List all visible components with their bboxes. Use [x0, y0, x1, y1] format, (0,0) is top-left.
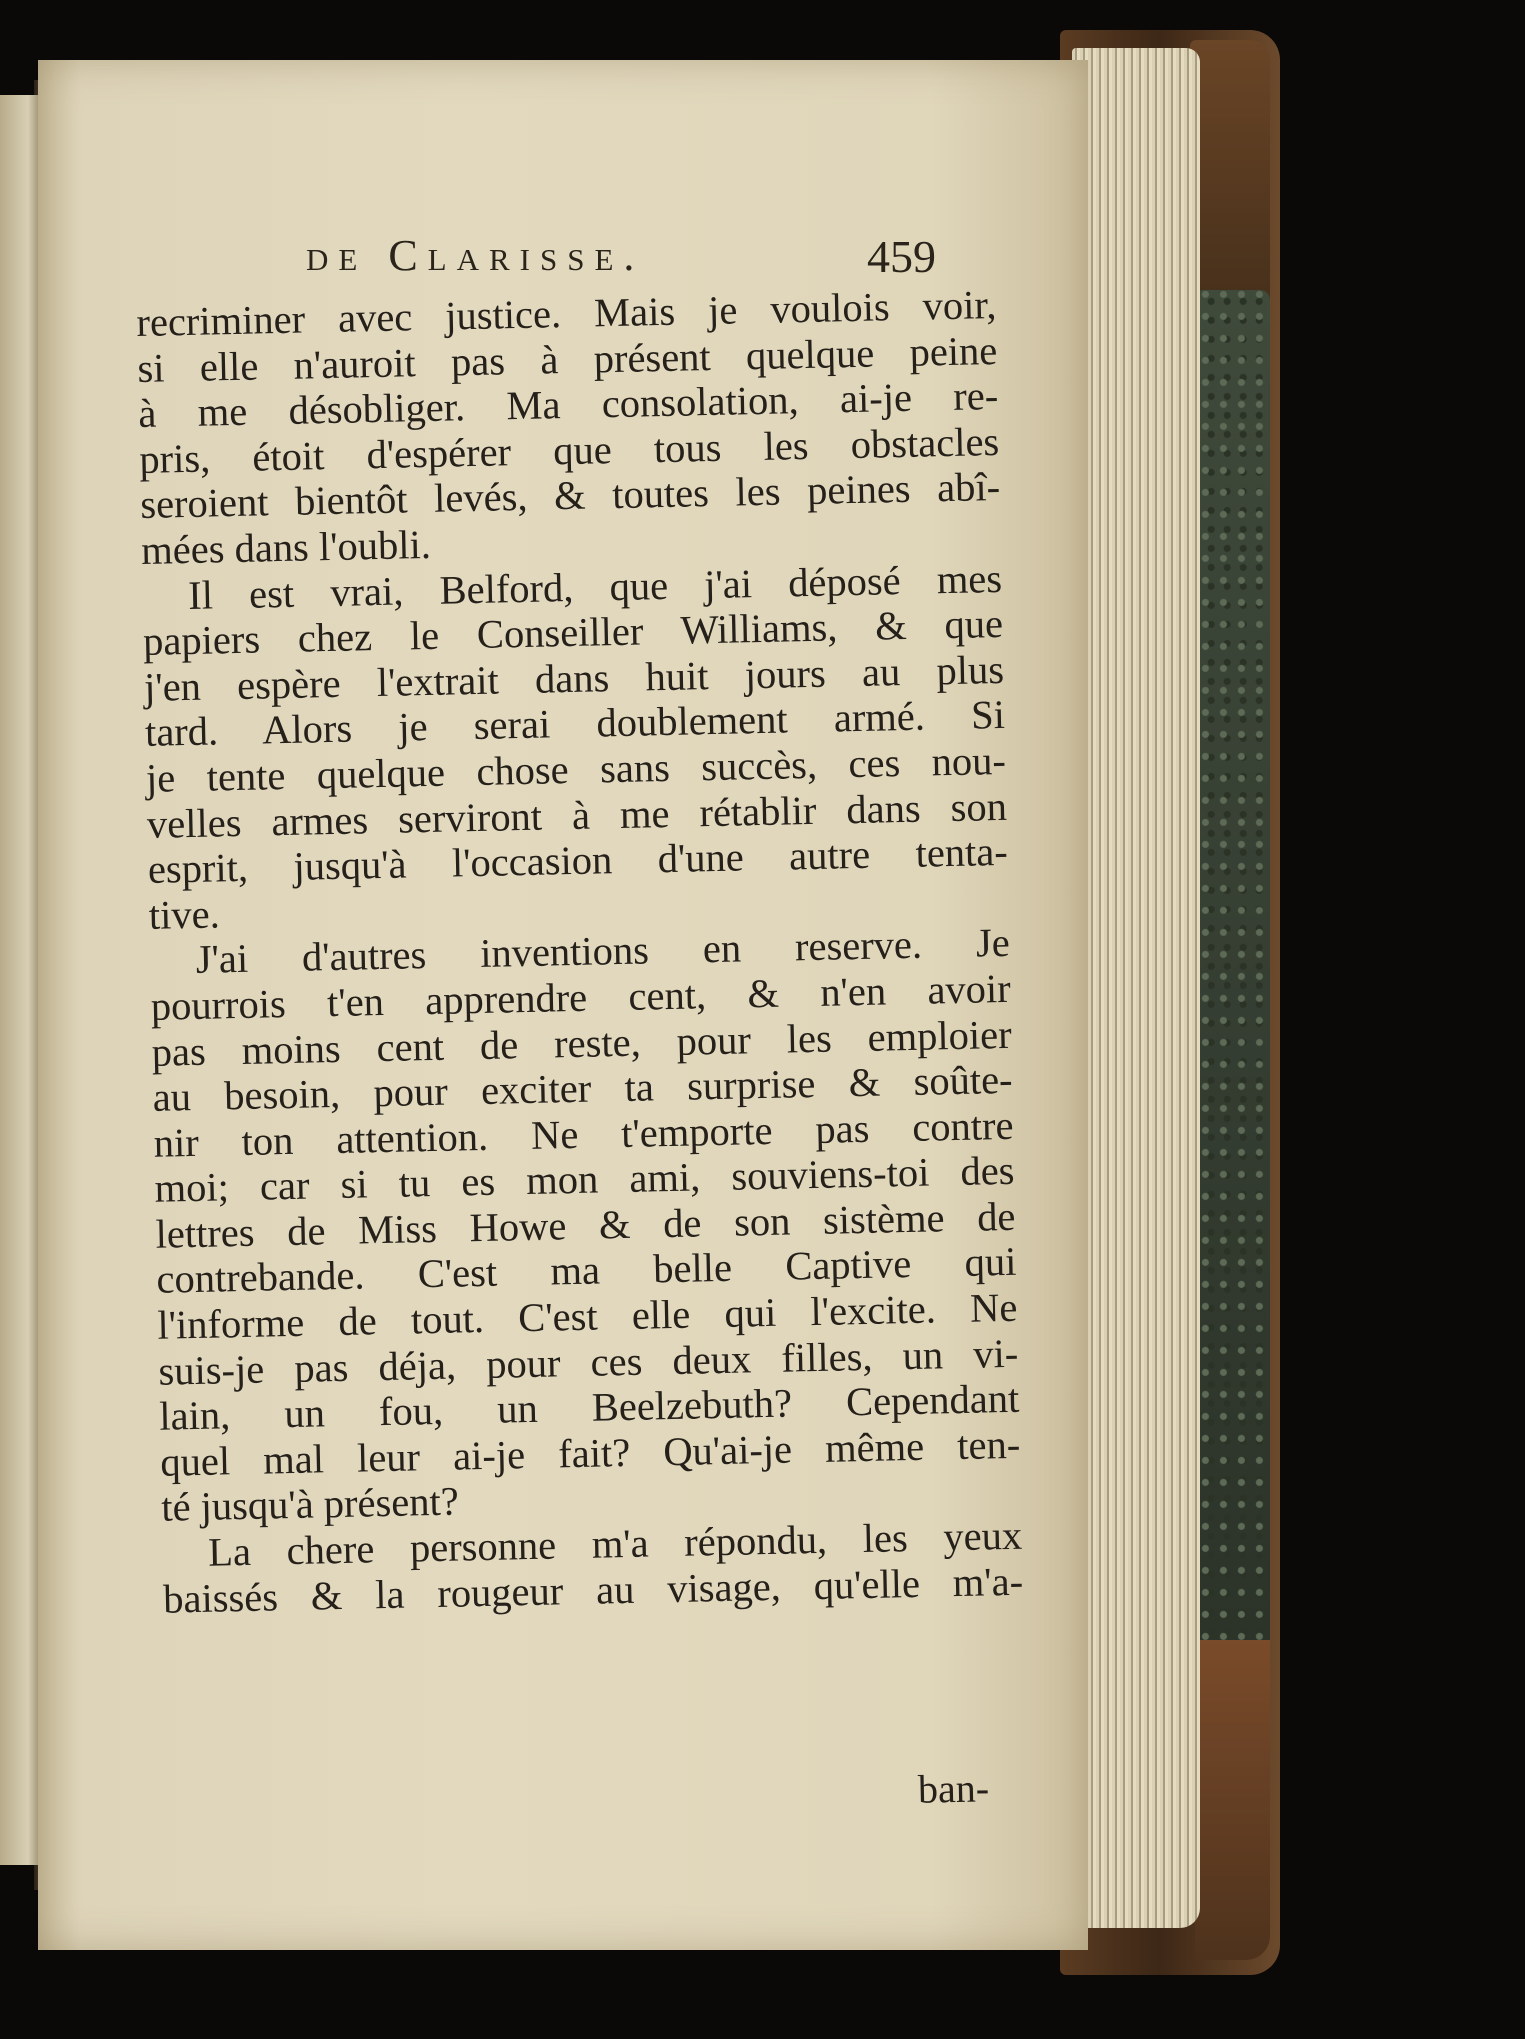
book-page — [38, 60, 1088, 1950]
leather-corner-top — [1190, 40, 1270, 300]
text-line: pas moins cent de reste, pour les emploier — [151, 1011, 1013, 1075]
text-line: lain, un fou, un Beelzebuth? Cependant — [158, 1375, 1020, 1440]
text-line: papiers chez le Conseiller Williams, & que — [142, 601, 1004, 665]
text-line: tive. — [148, 891, 221, 938]
text-line: mées dans l'oubli. — [140, 521, 432, 573]
running-head — [306, 230, 966, 286]
text-line: contrebande. C'est ma belle Captive qui — [156, 1239, 1017, 1303]
text-line: velles armes serviront à me rétablir dans son — [146, 783, 1008, 847]
text-line: quel mal leur ai-je fait? Qu'ai-je même ten- — [159, 1421, 1021, 1485]
text-line: baissés & la rougeur au visage, qu'elle m'a- — [162, 1558, 1024, 1622]
text-line: tard. Alors je serai doublement armé. Si — [144, 692, 1006, 756]
text-line: recriminer avec justice. Mais je voulois voir, — [136, 281, 997, 345]
text-line: pris, étoit d'espérer que tous les obstacles — [138, 418, 1000, 482]
text-line: moi; car si tu es mon ami, souviens-toi des — [154, 1148, 1015, 1212]
page-edges-stack — [1072, 48, 1200, 1928]
text-line: au besoin, pour exciter ta surprise & soûte- — [152, 1056, 1013, 1120]
marbled-board — [1200, 290, 1270, 1650]
text-line: nir ton attention. Ne t'emporte pas contre — [153, 1102, 1014, 1166]
text-line: seroient bientôt levés, & toutes les peines abî- — [139, 464, 1001, 528]
text-line: je tente quelque chose sans succès, ces nou- — [145, 737, 1007, 801]
running-head-title: de Clarisse. — [306, 231, 645, 280]
page-number: 459 — [867, 231, 936, 282]
facing-page-edge — [0, 95, 40, 1865]
text-line: pourrois t'en apprendre cent, & n'en avoir — [150, 965, 1012, 1029]
leather-corner-bottom — [1195, 1640, 1270, 1960]
text-line: si elle n'auroit pas à présent quelque peine — [136, 327, 998, 391]
text-line: Il est vrai, Belford, que j'ai déposé mes — [187, 555, 1003, 618]
text-line: té jusqu'à présent? — [160, 1478, 460, 1531]
text-line: j'en espère l'extrait dans huit jours au plus — [143, 646, 1005, 710]
text-line: à me désobliger. Ma consolation, ai-je re- — [137, 373, 999, 437]
text-line: suis-je pas déja, pour ces deux filles, un vi- — [157, 1330, 1019, 1394]
text-line: l'informe de tout. C'est elle qui l'excite. Ne — [157, 1284, 1018, 1348]
text-line: J'ai d'autres inventions en reserve. Je — [195, 920, 1011, 983]
page-text — [136, 282, 1024, 1622]
text-line: esprit, jusqu'à l'occasion d'une autre tenta- — [147, 828, 1009, 892]
text-line: La chere personne m'a répondu, les yeux — [207, 1512, 1023, 1575]
catchword: ban- — [917, 1765, 990, 1812]
text-line: lettres de Miss Howe & de son sistème de — [155, 1193, 1016, 1257]
